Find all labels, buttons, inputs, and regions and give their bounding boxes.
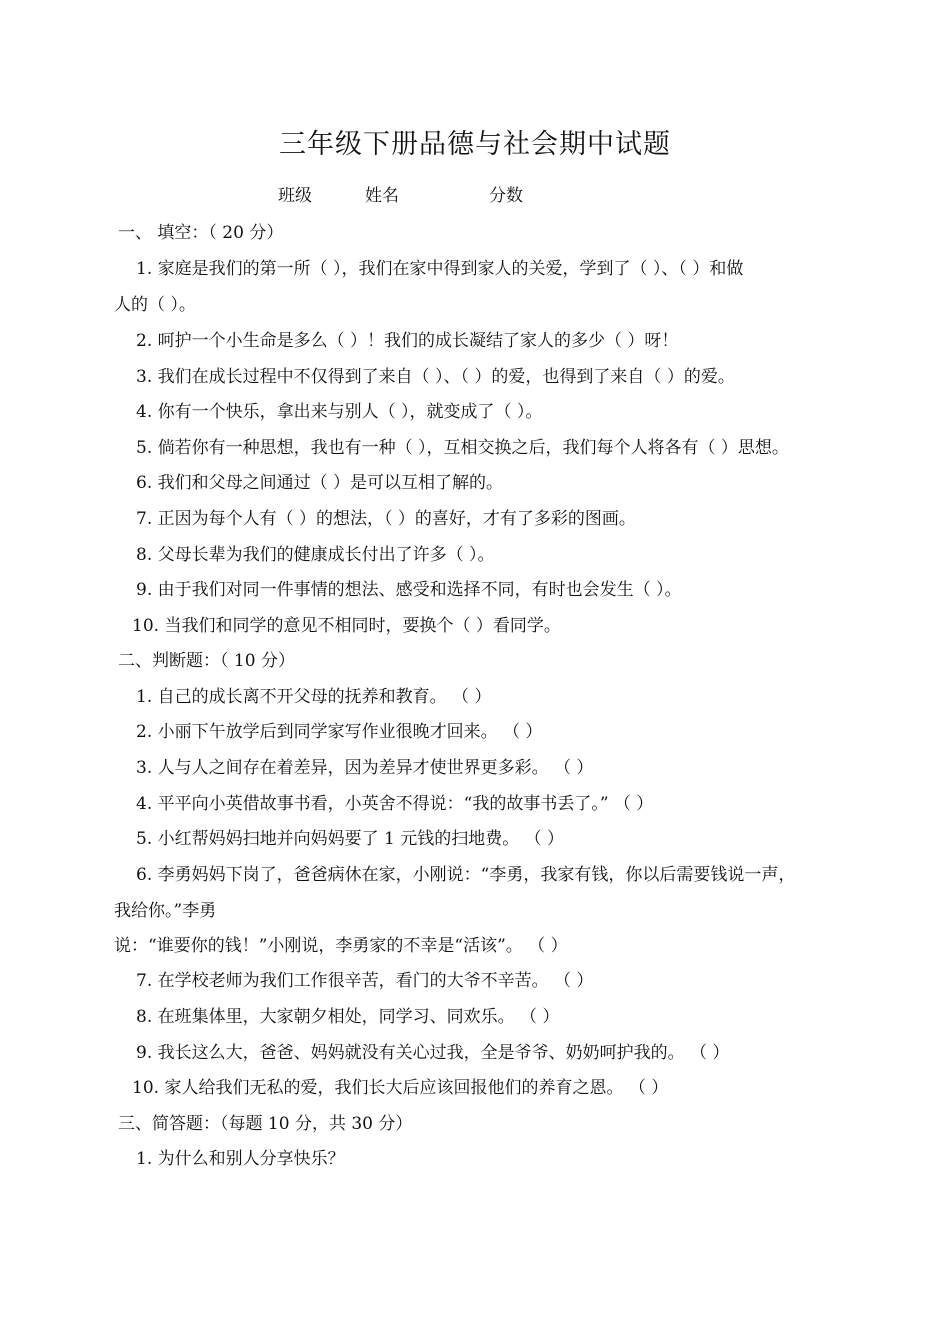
fill-question-9: 9. 由于我们对同一件事情的想法、感受和选择不同，有时也会发生（ ）。 [136, 580, 682, 600]
fill-question-3: 3. 我们在成长过程中不仅得到了来自（ ）、（ ）的爱，也得到了来自（ ）的爱。 [136, 367, 735, 387]
fill-question-5: 5. 倘若你有一种思想，我也有一种（ ），互相交换之后，我们每个人将各有（ ）思想。 [136, 438, 789, 458]
fill-question-1: 1. 家庭是我们的第一所（ ），我们在家中得到家人的关爱，学到了（ ）、（ ）和做 [136, 259, 744, 279]
class-label: 班级 [278, 186, 312, 206]
judge-question-1: 1. 自己的成长离不开父母的抚养和教育。 （ ） [136, 687, 492, 707]
fill-question-2: 2. 呵护一个小生命是多么（ ）！我们的成长凝结了家人的多少（ ）呀！ [136, 331, 679, 351]
section-1-heading: 一、 填空：（ 20 分） [118, 223, 284, 243]
judge-question-7: 7. 在学校老师为我们工作很辛苦，看门的大爷不辛苦。 （ ） [136, 971, 594, 991]
judge-question-10: 10. 家人给我们无私的爱，我们长大后应该回报他们的养育之恩。 （ ） [132, 1078, 669, 1098]
judge-question-6: 6. 李勇妈妈下岗了，爸爸病休在家，小刚说：“李勇，我家有钱，你以后需要钱说一声， [136, 865, 796, 885]
section-3-heading: 三、简答题：（每题 10 分，共 30 分） [118, 1114, 413, 1134]
judge-question-6-continued: 我给你。”李勇 [114, 901, 217, 921]
name-label: 姓名 [365, 186, 399, 206]
fill-question-4: 4. 你有一个快乐，拿出来与别人（ ），就变成了（ ）。 [136, 402, 543, 422]
judge-question-4: 4. 平平向小英借故事书看，小英舍不得说：“我的故事书丢了。” （ ） [136, 794, 654, 814]
judge-question-9: 9. 我长这么大，爸爸、妈妈就没有关心过我，全是爷爷、奶奶呵护我的。 （ ） [136, 1043, 730, 1063]
fill-question-7: 7. 正因为每个人有（ ）的想法，（ ）的喜好，才有了多彩的图画。 [136, 509, 636, 529]
judge-question-2: 2. 小丽下午放学后到同学家写作业很晚才回来。 （ ） [136, 722, 543, 742]
judge-question-8: 8. 在班集体里，大家朝夕相处，同学习、同欢乐。 （ ） [136, 1007, 560, 1027]
judge-question-3: 3. 人与人之间存在着差异，因为差异才使世界更多彩。 （ ） [136, 758, 594, 778]
fill-question-6: 6. 我们和父母之间通过（ ）是可以互相了解的。 [136, 473, 504, 493]
page-title: 三年级下册品德与社会期中试题 [279, 129, 671, 160]
judge-question-6-continued-2: 说：“谁要你的钱！”小刚说，李勇家的不幸是“活该”。 （ ） [114, 936, 568, 956]
section-2-heading: 二、判断题：（ 10 分） [118, 651, 295, 671]
fill-question-10: 10. 当我们和同学的意见不相同时，要换个（ ）看同学。 [132, 616, 561, 636]
fill-question-8: 8. 父母长辈为我们的健康成长付出了许多（ ）。 [136, 545, 495, 565]
score-label: 分数 [489, 186, 523, 206]
fill-question-1-continued: 人的（ ）。 [114, 295, 196, 315]
short-answer-question-1: 1. 为什么和别人分享快乐？ [136, 1149, 345, 1169]
judge-question-5: 5. 小红帮妈妈扫地并向妈妈要了 1 元钱的扫地费。 （ ） [136, 829, 565, 849]
